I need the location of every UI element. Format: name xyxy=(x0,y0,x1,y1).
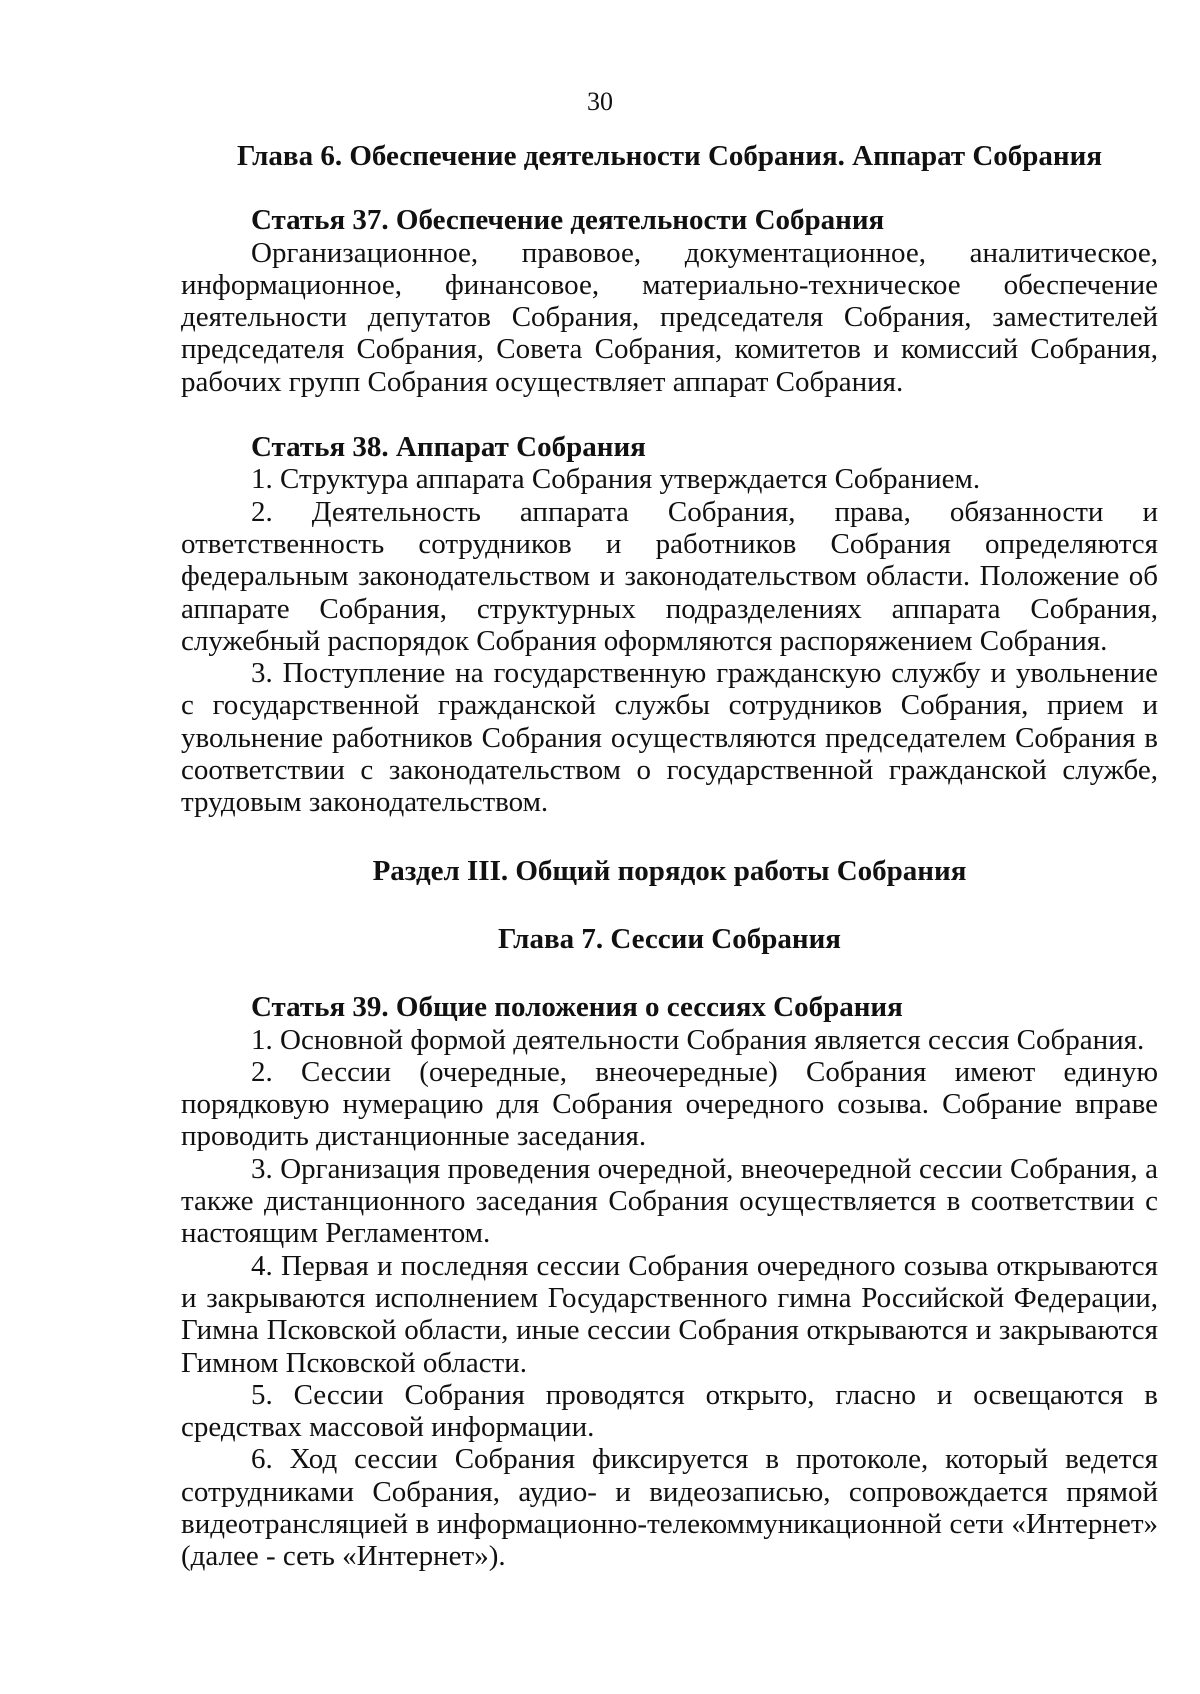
article-38-title: Статья 38. Аппарат Собрания xyxy=(251,431,646,464)
document-body xyxy=(181,140,1158,1573)
article-38-paragraph-1: 1. Структура аппарата Собрания утверждается Собранием. xyxy=(251,463,981,496)
article-39-paragraph-4: 4. Первая и последняя сессии Собрания очередного созыва открываются и закрываются исполнением Государственного гимна Российской Федерации, Гимна Псковской области, иные сессии Собрания открываются и закрываются Гимном Псковской области. xyxy=(181,1249,1158,1379)
chapter-7-title: Глава 7. Сессии Собрания xyxy=(498,922,841,955)
article-38-paragraph-3: 3. Поступление на государственную гражданскую службу и увольнение с государственной гражданской службы сотрудников Собрания, прием и увольнение работников Собрания осуществляются председателем Собрания в соответствии с законодательством о государственной гражданской службе, трудовым законодательством. xyxy=(181,657,1158,819)
page-number: 30 xyxy=(587,87,613,116)
article-39-paragraph-6: 6. Ход сессии Собрания фиксируется в протоколе, который ведется сотрудниками Собрания, аудио- и видеозаписью, сопровождается прямой видеотрансляцией в информационно-телекоммуникационной сети «Интернет» (далее - сеть «Интернет»). xyxy=(181,1443,1158,1573)
article-39-title: Статья 39. Общие положения о сессиях Собрания xyxy=(251,991,903,1024)
chapter-6-title: Глава 6. Обеспечение деятельности Собрания. Аппарат Собрания xyxy=(236,140,1103,172)
article-39-paragraph-5: 5. Сессии Собрания проводятся открыто, гласно и освещаются в средствах массовой информации. xyxy=(181,1378,1158,1444)
article-39-paragraph-3: 3. Организация проведения очередной, внеочередной сессии Собрания, а также дистанционного заседания Собрания осуществляется в соответствии с настоящим Регламентом. xyxy=(181,1152,1158,1250)
article-37-paragraph: Организационное, правовое, документационное, аналитическое, информационное, финансовое, материально-техническое обеспечение деятельности депутатов Собрания, председателя Собрания, заместителей председателя Собрания, Совета Собрания, комитетов и комиссий Собрания, рабочих групп Собрания осуществляет аппарат Собрания. xyxy=(181,236,1158,398)
article-39-paragraph-1: 1. Основной формой деятельности Собрания является сессия Собрания. xyxy=(251,1023,1145,1056)
section-3-title: Раздел III. Общий порядок работы Собрания xyxy=(372,854,967,887)
article-38-paragraph-2: 2. Деятельность аппарата Собрания, права, обязанности и ответственность сотрудников и работников Собрания определяются федеральным законодательством и законодательством области. Положение об аппарате Собрания, структурных подразделениях аппарата Собрания, служебный распорядок Собрания оформляются распоряжением Собрания. xyxy=(181,495,1158,657)
article-39-paragraph-2: 2. Сессии (очередные, внеочередные) Собрания имеют единую порядковую нумерацию для Собрания очередного созыва. Собрание вправе проводить дистанционные заседания. xyxy=(181,1055,1158,1153)
article-37-title: Статья 37. Обеспечение деятельности Собрания xyxy=(251,204,885,237)
